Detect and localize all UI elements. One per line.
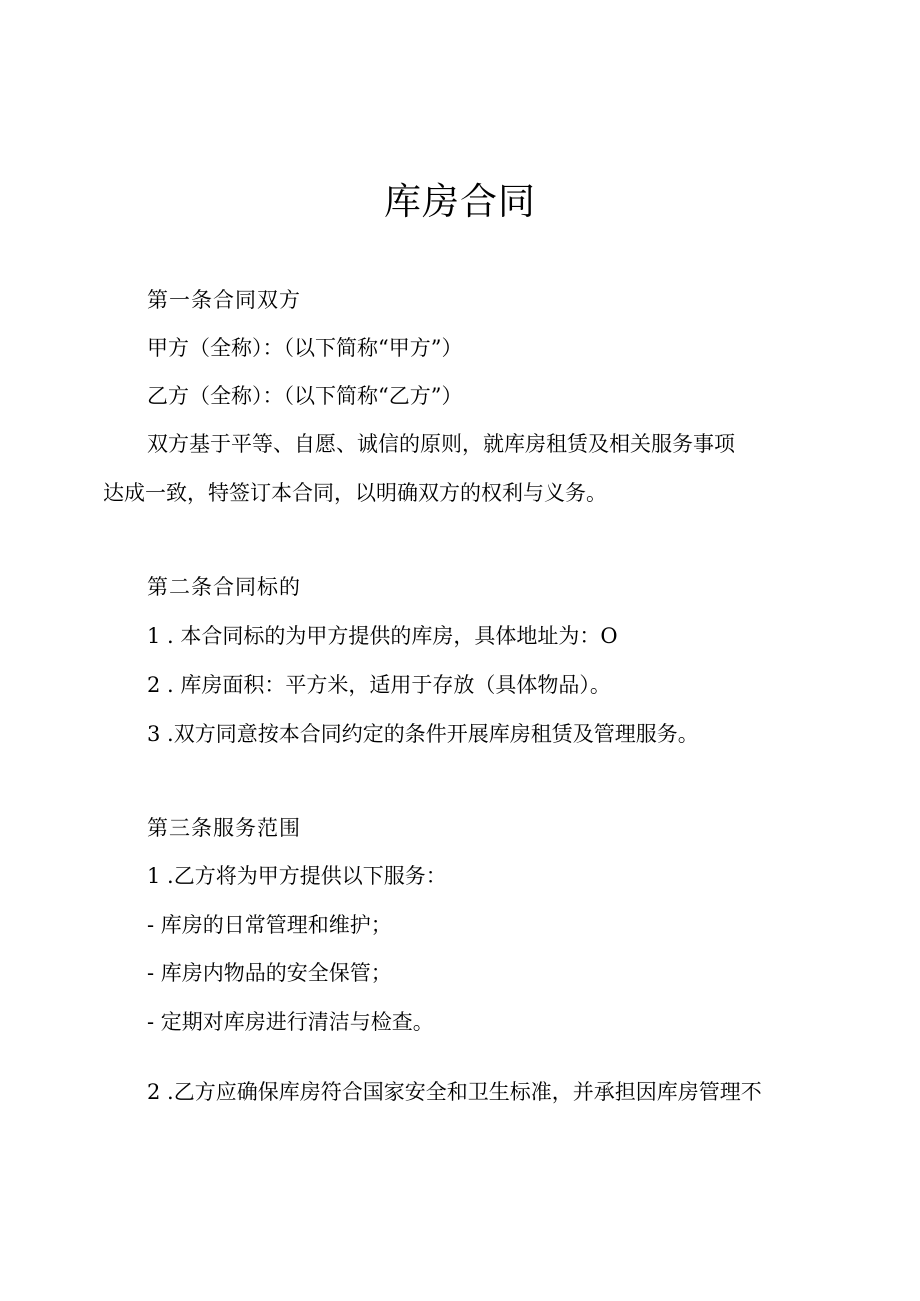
section-3-bullet-2: - 库房内物品的安全保管； xyxy=(147,961,392,985)
party-a-line: 甲方（全称）：（以下简称“甲方”） xyxy=(147,336,463,360)
preamble-line-1: 双方基于平等、自愿、诚信的原则，就库房租赁及相关服务事项 xyxy=(147,432,735,456)
section-3-heading: 第三条服务范围 xyxy=(147,816,301,840)
party-b-line: 乙方（全称）：（以下简称“乙方”） xyxy=(147,384,463,408)
document-title: 库房合同 xyxy=(384,180,536,223)
section-2-item-2: 2 . 库房面积：平方米，适用于存放（具体物品）。 xyxy=(147,673,611,697)
section-3-item-2: 2 .乙方应确保库房符合国家安全和卫生标准，并承担因库房管理不 xyxy=(147,1080,762,1104)
section-1-heading: 第一条合同双方 xyxy=(147,288,301,312)
section-2-item-3: 3 .双方同意按本合同约定的条件开展库房租赁及管理服务。 xyxy=(147,722,699,746)
section-3-bullet-1: - 库房的日常管理和维护； xyxy=(147,913,392,937)
section-2-item-1: 1 . 本合同标的为甲方提供的库房，具体地址为：O xyxy=(147,624,618,648)
preamble-line-2: 达成一致，特签订本合同，以明确双方的权利与义务。 xyxy=(103,481,607,505)
section-3-bullet-3: - 定期对库房进行清洁与检查。 xyxy=(147,1010,434,1034)
section-3-item-1: 1 .乙方将为甲方提供以下服务： xyxy=(147,864,447,888)
section-2-heading: 第二条合同标的 xyxy=(147,575,301,599)
